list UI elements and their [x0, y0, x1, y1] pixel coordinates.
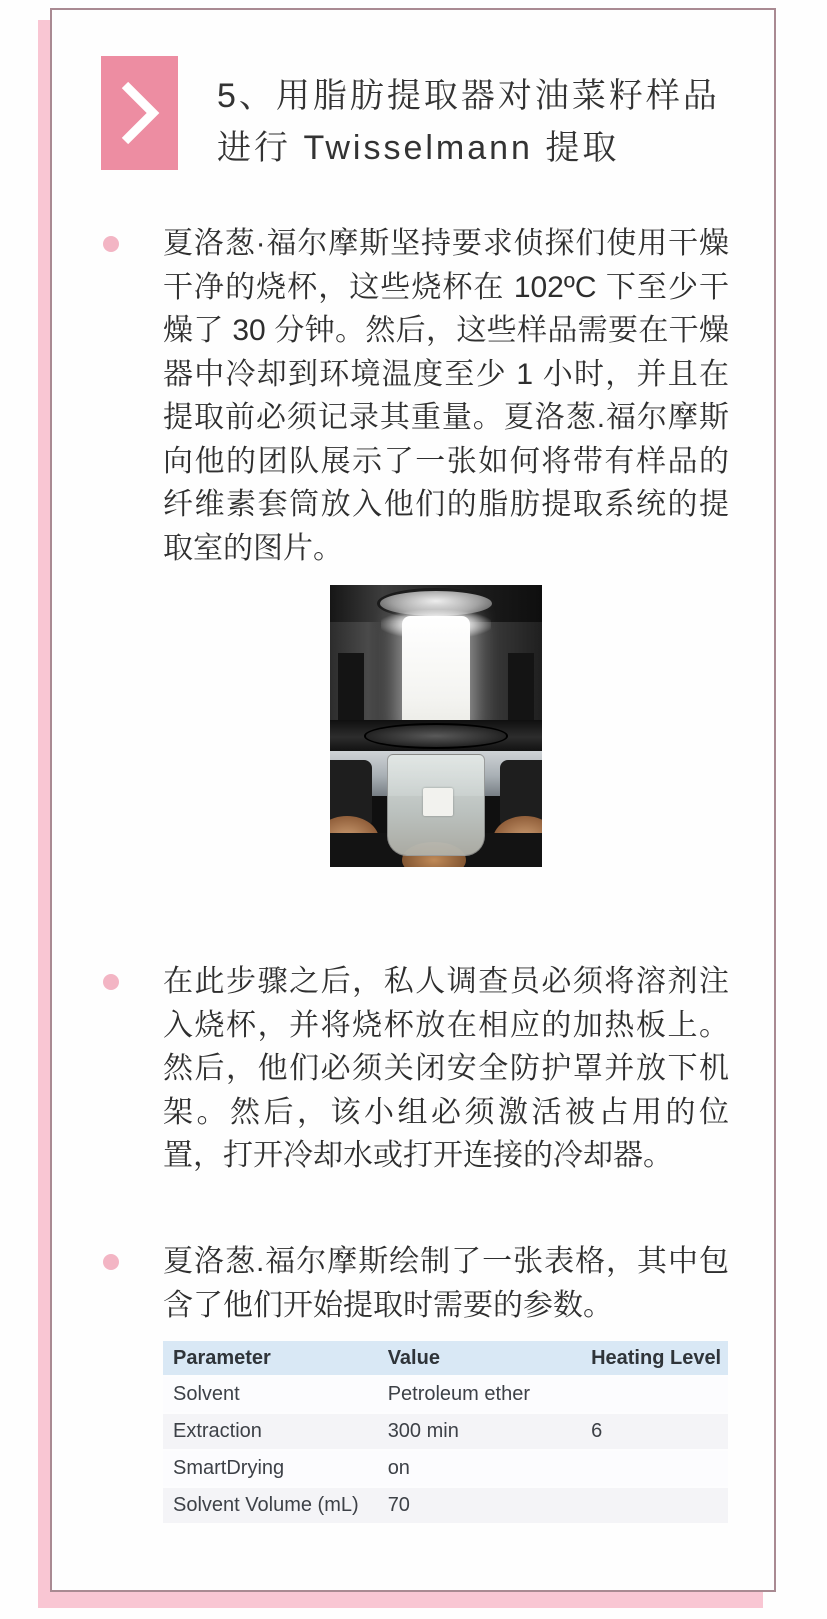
- content-card: [50, 8, 776, 1592]
- cell-value: Petroleum ether: [387, 1383, 530, 1405]
- cell-value: 300 min: [387, 1420, 459, 1442]
- section-title-line1: 5、用脂肪提取器对油菜籽样品: [217, 77, 720, 115]
- table-header-row: [163, 1341, 728, 1376]
- cell-parameter: Solvent: [173, 1383, 240, 1405]
- cell-parameter: SmartDrying: [173, 1457, 285, 1479]
- cell-heating-level: [581, 1450, 728, 1487]
- section-marker: [101, 56, 178, 170]
- table-row: [163, 1376, 728, 1413]
- chevron-right-icon: [117, 80, 163, 146]
- table-row: [163, 1450, 728, 1487]
- photo-left-post: [338, 653, 363, 721]
- cell-heating-level: [581, 1487, 728, 1523]
- parameters-table: [163, 1341, 728, 1523]
- photo-right-post: [508, 653, 533, 721]
- cell-heating-level: 6: [591, 1420, 603, 1442]
- table-row: [163, 1487, 728, 1523]
- bullet-dot: [103, 236, 119, 252]
- cell-value: on: [387, 1457, 410, 1479]
- cell-parameter: Extraction: [173, 1420, 262, 1442]
- cell-parameter: Solvent Volume (mL): [173, 1494, 359, 1516]
- column-header-value: Value: [378, 1341, 581, 1376]
- paragraph-3: 夏洛葱.福尔摩斯绘制了一张表格，其中包含了他们开始提取时需要的参数。: [163, 1245, 729, 1322]
- column-header-heating-level: Heating Level: [581, 1341, 728, 1376]
- section-title: [217, 70, 720, 174]
- table-row: [163, 1413, 728, 1450]
- cell-value: 70: [387, 1494, 410, 1516]
- photo-clamp-ring: [364, 723, 508, 748]
- bullet-dot: [103, 1254, 119, 1270]
- column-header-parameter: Parameter: [163, 1341, 378, 1376]
- paragraph-1: 夏洛葱·福尔摩斯坚持要求侦探们使用干燥干净的烧杯，这些烧杯在 102ºC 下至少干燥了 30 分钟。然后，这些样品需要在干燥器中冷却到环境温度至少 1 小时，并且在提取前必须记录其重量。夏洛葱.福尔摩斯向他的团队展示了一张如何将带有样品的纤维素套筒放入他们的脂肪提取系统的提取室的图片。: [163, 227, 729, 565]
- extraction-chamber-photo: [330, 585, 542, 867]
- paragraph-2: 在此步骤之后，私人调查员必须将溶剂注入烧杯，并将烧杯放在相应的加热板上。然后，他们必须关闭安全防护罩并放下机架。然后，该小组必须激活被占用的位置，打开冷却水或打开连接的冷却器。: [163, 965, 729, 1172]
- section-title-line2: 进行 Twisselmann 提取: [217, 129, 620, 167]
- cell-heating-level: [581, 1376, 728, 1413]
- bullet-dot: [103, 974, 119, 990]
- photo-beaker-label: [423, 788, 453, 816]
